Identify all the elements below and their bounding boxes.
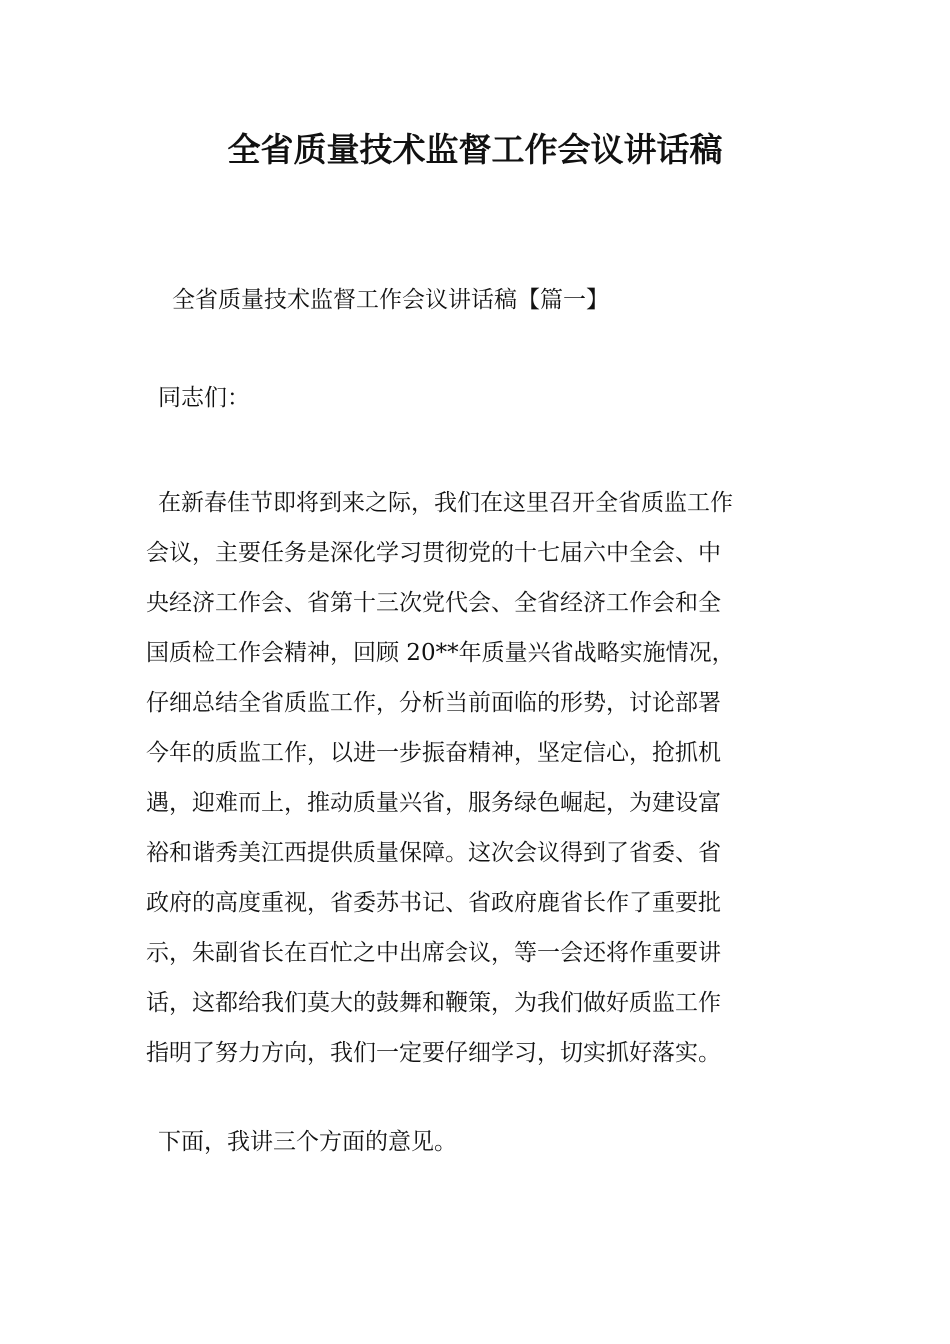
paragraph-line: 今年的质监工作，以进一步振奋精神，坚定信心，抢抓机 — [146, 740, 721, 766]
paragraph-line: 裕和谐秀美江西提供质量保障。这次会议得到了省委、省 — [146, 840, 721, 866]
section-subtitle: 全省质量技术监督工作会议讲话稿【篇一】 — [172, 287, 609, 313]
closing-line: 下面，我讲三个方面的意见。 — [158, 1129, 457, 1155]
document-title: 全省质量技术监督工作会议讲话稿 — [227, 130, 723, 169]
paragraph-line: 遇，迎难而上，推动质量兴省，服务绿色崛起，为建设富 — [146, 790, 721, 816]
paragraph-line: 指明了努力方向，我们一定要仔细学习，切实抓好落实。 — [146, 1040, 721, 1066]
paragraph-line: 政府的高度重视，省委苏书记、省政府鹿省长作了重要批 — [146, 890, 721, 916]
body-paragraph — [146, 478, 806, 1078]
paragraph-line: 在新春佳节即将到来之际，我们在这里召开全省质监工作 — [158, 490, 733, 516]
paragraph-line: 仔细总结全省质监工作，分析当前面临的形势，讨论部署 — [146, 690, 721, 716]
paragraph-line: 央经济工作会、省第十三次党代会、全省经济工作会和全 — [146, 590, 721, 616]
paragraph-line: 国质检工作会精神，回顾 20**年质量兴省战略实施情况， — [146, 640, 735, 666]
paragraph-line: 会议，主要任务是深化学习贯彻党的十七届六中全会、中 — [146, 540, 721, 566]
salutation: 同志们： — [158, 385, 250, 411]
paragraph-line: 话，这都给我们莫大的鼓舞和鞭策，为我们做好质监工作 — [146, 990, 721, 1016]
paragraph-line: 示，朱副省长在百忙之中出席会议，等一会还将作重要讲 — [146, 940, 721, 966]
